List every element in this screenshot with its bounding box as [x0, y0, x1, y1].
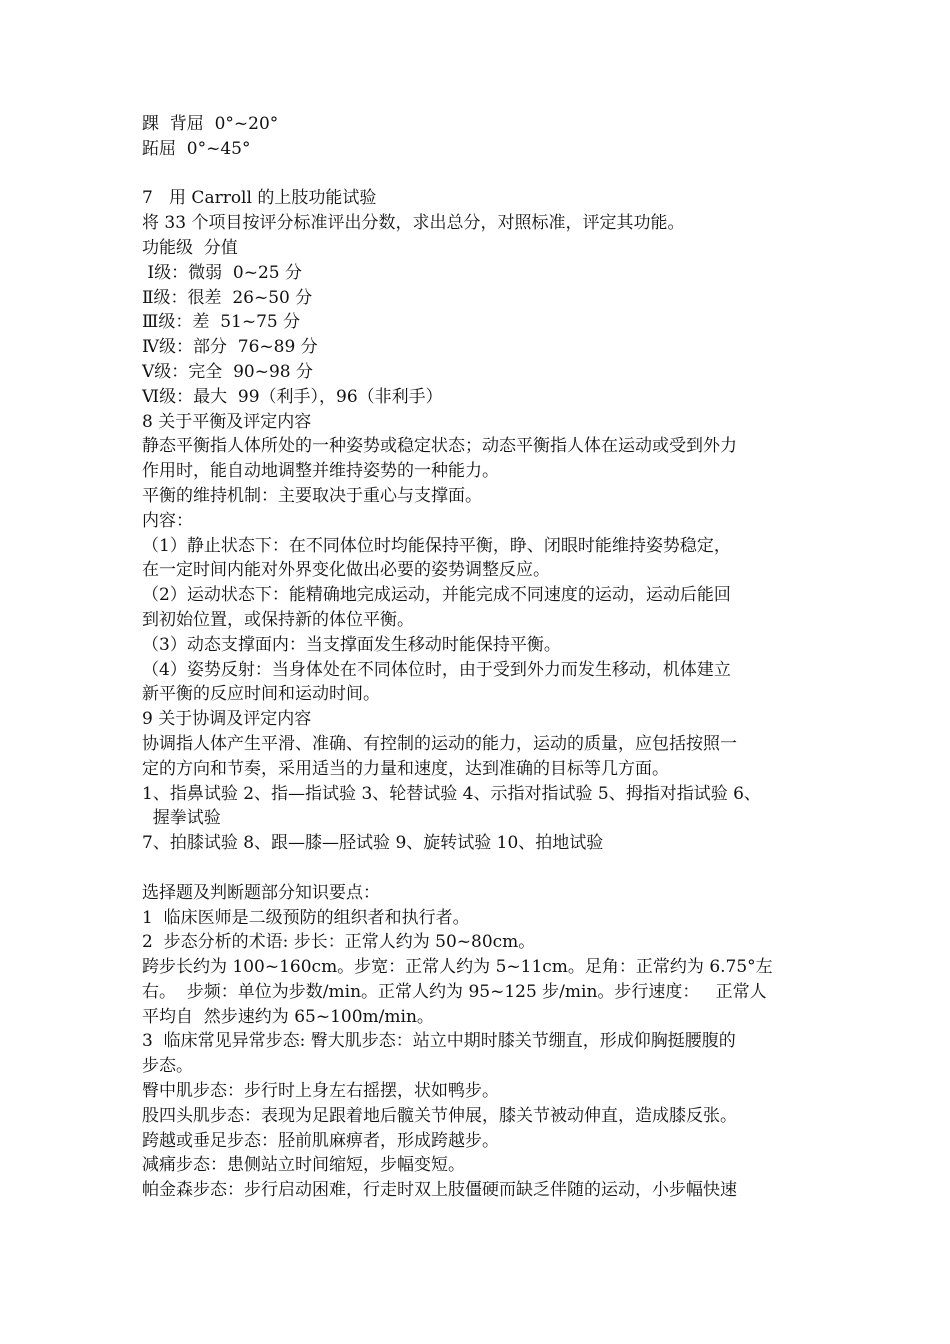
text-line: 静态平衡指人体所处的一种姿势或稳定状态；动态平衡指人体在运动或受到外力: [142, 436, 737, 457]
text-line: （4）姿势反射：当身体处在不同体位时，由于受到外力而发生移动，机体建立: [142, 659, 731, 680]
text-line: 踝 背屈 0°~20°: [142, 114, 279, 134]
text-line: Ⅰ级：微弱 0~25 分: [142, 262, 303, 283]
text-line: 到初始位置，或保持新的体位平衡。: [142, 609, 414, 630]
text-line: 内容：: [142, 510, 193, 531]
section-heading: 选择题及判断题部分知识要点：: [142, 882, 380, 903]
text-line: 2 步态分析的术语: 步长：正常人约为 50~80cm。: [142, 932, 536, 953]
text-line: （2）运动状态下：能精确地完成运动，并能完成不同速度的运动，运动后能回: [142, 585, 731, 606]
section-heading: 8 关于平衡及评定内容: [142, 411, 312, 432]
text-line: Ⅱ级：很差 26~50 分: [142, 287, 313, 308]
text-line: Ⅲ级：差 51~75 分: [142, 312, 301, 333]
text-line: 股四头肌步态：表现为足跟着地后髋关节伸展，膝关节被动伸直，造成膝反张。: [142, 1105, 737, 1126]
text-line: Ⅳ级：部分 76~89 分: [142, 337, 318, 358]
text-line: 在一定时间内能对外界变化做出必要的姿势调整反应。: [142, 560, 550, 581]
text-line: 步态。: [142, 1056, 193, 1077]
text-line: 将 33 个项目按评分标准评出分数，求出总分，对照标准，评定其功能。: [142, 213, 685, 234]
text-line: 平均自 然步速约为 65~100m/min。: [142, 1006, 434, 1027]
text-line: 1、指鼻试验 2、指—指试验 3、轮替试验 4、示指对指试验 5、拇指对指试验 6、: [142, 783, 761, 804]
blank-line: [142, 162, 832, 187]
text-line: Ⅵ级：最大 99（利手），96（非利手）: [142, 386, 443, 407]
section-heading: 7 用 Carroll 的上肢功能试验: [142, 188, 377, 209]
text-line: 7、拍膝试验 8、跟—膝—胫试验 9、旋转试验 10、拍地试验: [142, 833, 604, 854]
text-line: 握拳试验: [142, 808, 221, 829]
text-line: 新平衡的反应时间和运动时间。: [142, 684, 380, 705]
text-line: （1）静止状态下：在不同体位时均能保持平衡，睁、闭眼时能维持姿势稳定，: [142, 535, 731, 556]
section-heading: 9 关于协调及评定内容: [142, 709, 312, 730]
text-line: 跨步长约为 100~160cm。步宽：正常人约为 5~11cm。足角：正常约为 6.75°左: [142, 957, 773, 978]
text-line: 作用时，能自动地调整并维持姿势的一种能力。: [142, 461, 499, 482]
text-line: 功能级 分值: [142, 237, 238, 258]
text-line: 协调指人体产生平滑、准确、有控制的运动的能力，运动的质量，应包括按照一: [142, 733, 737, 754]
text-line: Ⅴ级：完全 90~98 分: [142, 361, 313, 382]
text-line: 跨越或垂足步态：胫前肌麻痹者，形成跨越步。: [142, 1130, 499, 1151]
text-line: 臀中肌步态：步行时上身左右摇摆，状如鸭步。: [142, 1081, 499, 1102]
text-line: （3）动态支撑面内：当支撑面发生移动时能保持平衡。: [142, 634, 561, 655]
text-line: 右。 步频：单位为步数/min。正常人约为 95~125 步/min。步行速度： 正常人: [142, 981, 767, 1002]
text-line: 定的方向和节奏，采用适当的力量和速度，达到准确的目标等几方面。: [142, 758, 669, 779]
text-line: 跖屈 0°~45°: [142, 138, 251, 159]
text-line: 1 临床医师是二级预防的组织者和执行者。: [142, 907, 470, 928]
text-line: 平衡的维持机制：主要取决于重心与支撑面。: [142, 485, 482, 506]
text-line: 帕金森步态：步行启动困难，行走时双上肢僵硬而缺乏伴随的运动，小步幅快速: [142, 1180, 737, 1201]
document-page: [142, 112, 832, 1203]
text-line: 3 临床常见异常步态: 臀大肌步态：站立中期时膝关节绷直，形成仰胸挺腰腹的: [142, 1031, 736, 1052]
blank-line: [142, 856, 832, 881]
text-line: 减痛步态：患侧站立时间缩短，步幅变短。: [142, 1155, 465, 1176]
